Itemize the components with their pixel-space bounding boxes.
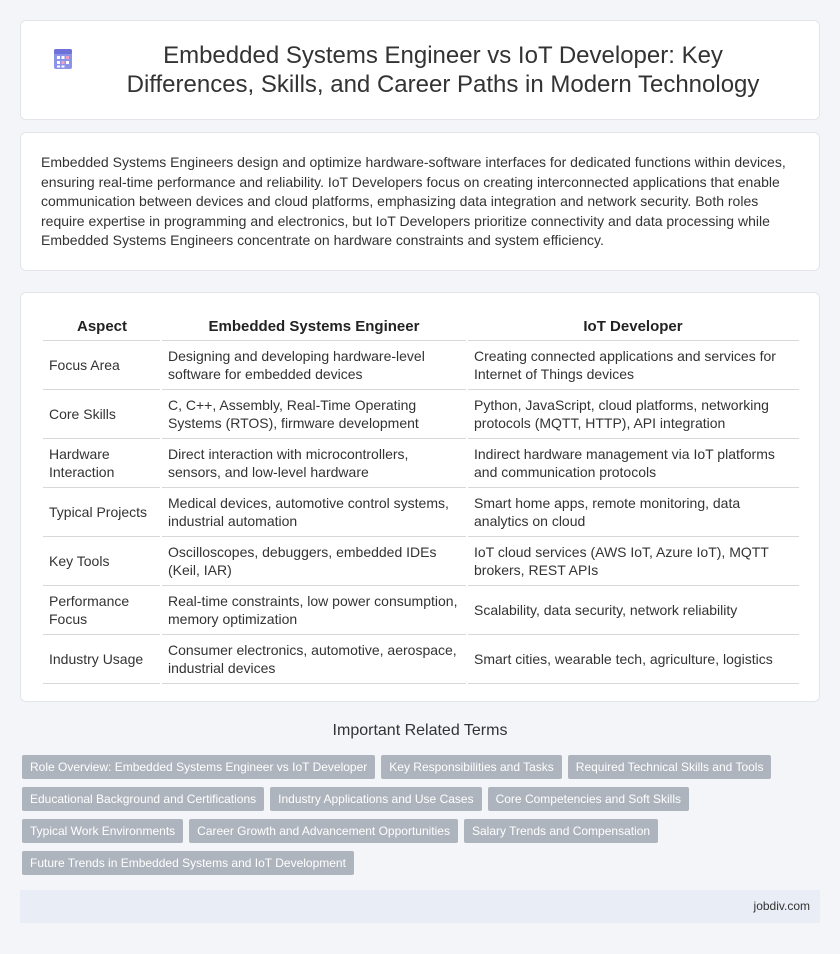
related-tag[interactable]: Typical Work Environments (22, 819, 183, 843)
row-iot: Scalability, data security, network reliability (467, 586, 799, 635)
row-embedded: C, C++, Assembly, Real-Time Operating Systems (RTOS), firmware development (161, 390, 467, 439)
row-iot: Indirect hardware management via IoT platforms and communication protocols (467, 439, 799, 488)
row-embedded: Oscilloscopes, debuggers, embedded IDEs (Keil, IAR) (161, 537, 467, 586)
related-tag[interactable]: Industry Applications and Use Cases (270, 787, 481, 811)
footer (20, 890, 820, 923)
table-row (43, 341, 799, 390)
row-embedded: Designing and developing hardware-level software for embedded devices (161, 341, 467, 390)
table-row (43, 635, 799, 684)
footer-site-link[interactable]: jobdiv.com (753, 899, 810, 913)
related-tags (22, 755, 822, 875)
related-tag[interactable]: Future Trends in Embedded Systems and IoT Development (22, 851, 354, 875)
row-aspect: Performance Focus (43, 586, 161, 635)
table-row (43, 586, 799, 635)
related-tag[interactable]: Required Technical Skills and Tools (568, 755, 772, 779)
intro-paragraph: Embedded Systems Engineers design and optimize hardware-software interfaces for dedicated functions within devices, ensuring real-time performance and reliability. IoT Developers focus on creating interconnected applications that enable communication between devices and cloud platforms, emphasizing data integration and network security. Both roles require expertise in programming and electronics, but IoT Developers prioritize connectivity and data processing while Embedded Systems Engineers concentrate on hardware constraints and system efficiency. (41, 154, 786, 249)
intro-card (20, 132, 820, 271)
row-iot: IoT cloud services (AWS IoT, Azure IoT), MQTT brokers, REST APIs (467, 537, 799, 586)
table-row (43, 439, 799, 488)
header-embedded: Embedded Systems Engineer (161, 317, 467, 341)
table-header-row (43, 317, 799, 341)
row-iot: Python, JavaScript, cloud platforms, networking protocols (MQTT, HTTP), API integration (467, 390, 799, 439)
row-iot: Smart cities, wearable tech, agriculture, logistics (467, 635, 799, 684)
related-tag[interactable]: Key Responsibilities and Tasks (381, 755, 562, 779)
row-embedded: Medical devices, automotive control systems, industrial automation (161, 488, 467, 537)
related-tag[interactable]: Career Growth and Advancement Opportunities (189, 819, 458, 843)
row-embedded: Direct interaction with microcontrollers, sensors, and low-level hardware (161, 439, 467, 488)
table-row (43, 488, 799, 537)
comparison-card (20, 292, 820, 702)
title-wrap (21, 41, 819, 99)
related-tag[interactable]: Role Overview: Embedded Systems Engineer vs IoT Developer (22, 755, 375, 779)
page-title: Embedded Systems Engineer vs IoT Developer: Key Differences, Skills, and Career Paths in Modern Technology (126, 42, 760, 98)
row-aspect: Hardware Interaction (43, 439, 161, 488)
comparison-table (43, 317, 799, 684)
header-aspect: Aspect (43, 317, 161, 341)
related-tag[interactable]: Salary Trends and Compensation (464, 819, 658, 843)
row-aspect: Key Tools (43, 537, 161, 586)
row-iot: Smart home apps, remote monitoring, data analytics on cloud (467, 488, 799, 537)
row-embedded: Real-time constraints, low power consumption, memory optimization (161, 586, 467, 635)
row-aspect: Focus Area (43, 341, 161, 390)
row-aspect: Core Skills (43, 390, 161, 439)
row-aspect: Industry Usage (43, 635, 161, 684)
related-terms-title: Important Related Terms (332, 722, 508, 739)
row-iot: Creating connected applications and services for Internet of Things devices (467, 341, 799, 390)
title-card (20, 20, 820, 120)
related-tag[interactable]: Educational Background and Certifications (22, 787, 264, 811)
table-row (43, 537, 799, 586)
row-embedded: Consumer electronics, automotive, aerospace, industrial devices (161, 635, 467, 684)
header-iot: IoT Developer (467, 317, 799, 341)
related-tag[interactable]: Core Competencies and Soft Skills (488, 787, 689, 811)
table-row (43, 390, 799, 439)
row-aspect: Typical Projects (43, 488, 161, 537)
document-icon (51, 47, 75, 71)
